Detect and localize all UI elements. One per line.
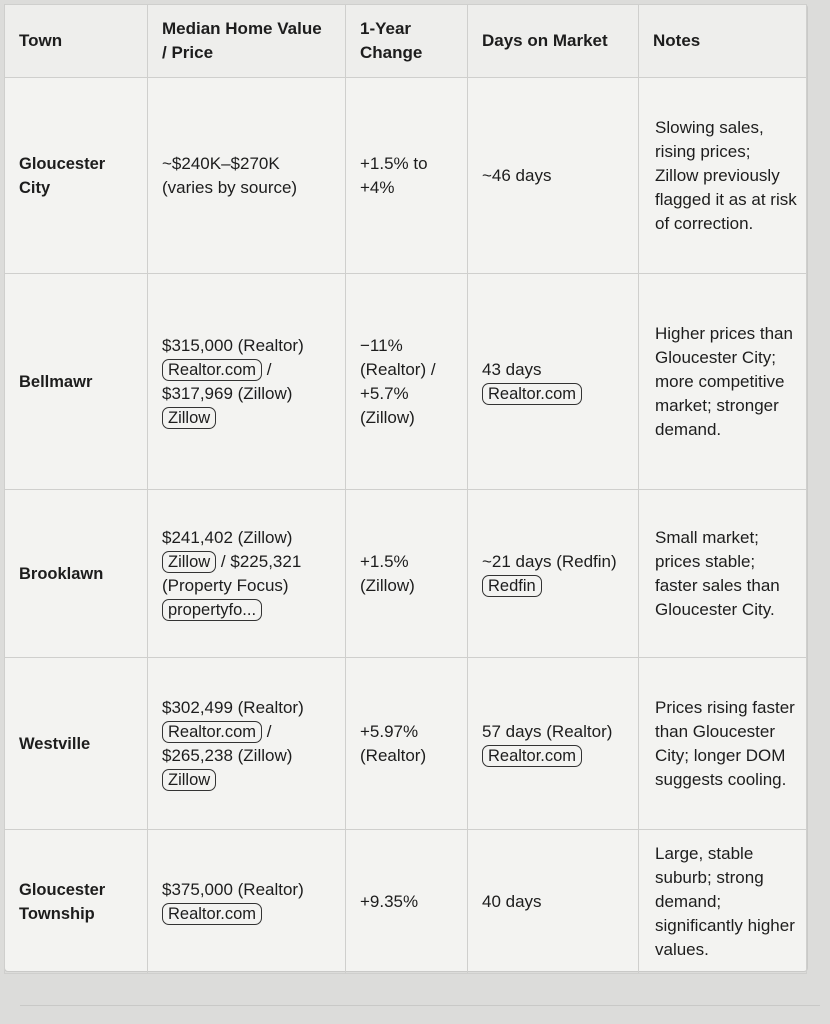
change-cell: +9.35% [346,830,468,974]
town-cell: Bellmawr [5,274,148,490]
header-notes: Notes [639,5,807,78]
header-dom: Days on Market [468,5,639,78]
town-cell: Brooklawn [5,490,148,658]
source-chip-realtor[interactable]: Realtor.com [162,903,262,925]
source-chip-zillow[interactable]: Zillow [162,407,216,429]
town-cell: Westville [5,658,148,830]
table-row [5,490,807,658]
table-row [5,658,807,830]
price-text: $302,499 (Realtor) [162,697,304,717]
town-cell: Gloucester Township [5,830,148,974]
price-cell: ~$240K–$270K (varies by source) [148,78,346,274]
source-chip-realtor[interactable]: Realtor.com [162,359,262,381]
source-chip-redfin[interactable]: Redfin [482,575,542,597]
dom-cell: 40 days [468,830,639,974]
separator: / [220,551,226,571]
table-row [5,78,807,274]
source-chip-propertyfocus[interactable]: propertyfo... [162,599,262,621]
change-cell: +5.97% (Realtor) [346,658,468,830]
table-row [5,830,807,974]
dom-cell [468,658,639,830]
price-text: $375,000 (Realtor) [162,879,304,899]
dom-text: ~21 days (Redfin) [482,551,617,571]
separator: / [266,359,272,379]
dom-cell [468,490,639,658]
dom-cell: ~46 days [468,78,639,274]
change-cell: +1.5% (Zillow) [346,490,468,658]
change-cell: −11% (Realtor) / +5.7% (Zillow) [346,274,468,490]
source-chip-realtor[interactable]: Realtor.com [482,383,582,405]
price-cell [148,490,346,658]
header-price: Median Home Value / Price [148,5,346,78]
dom-text: 57 days (Realtor) [482,721,613,741]
price-text: $225,321 (Property Focus) [162,551,302,595]
notes-cell: Small market; prices stable; faster sales than Gloucester City. [639,490,807,658]
dom-text: 43 days [482,359,542,379]
source-chip-zillow[interactable]: Zillow [162,769,216,791]
town-cell: Gloucester City [5,78,148,274]
header-town: Town [5,5,148,78]
source-chip-realtor[interactable]: Realtor.com [162,721,262,743]
notes-cell: Higher prices than Gloucester City; more competitive market; stronger demand. [639,274,807,490]
price-text: $317,969 (Zillow) [162,383,293,403]
price-text: $241,402 (Zillow) [162,527,293,547]
source-chip-realtor[interactable]: Realtor.com [482,745,582,767]
price-cell [148,274,346,490]
notes-cell: Large, stable suburb; strong demand; significantly higher values. [639,830,807,974]
table-header-row [5,5,807,78]
source-chip-zillow[interactable]: Zillow [162,551,216,573]
housing-comparison-table [4,4,807,974]
dom-cell [468,274,639,490]
price-cell [148,830,346,974]
header-change: 1-Year Change [346,5,468,78]
notes-cell: Prices rising faster than Gloucester City; longer DOM suggests cooling. [639,658,807,830]
price-text: $265,238 (Zillow) [162,745,293,765]
price-text: $315,000 (Realtor) [162,335,304,355]
divider [20,1005,820,1006]
table-row [5,274,807,490]
notes-cell: Slowing sales, rising prices; Zillow previously flagged it as at risk of correction. [639,78,807,274]
separator: / [266,721,272,741]
change-cell: +1.5% to +4% [346,78,468,274]
price-cell [148,658,346,830]
